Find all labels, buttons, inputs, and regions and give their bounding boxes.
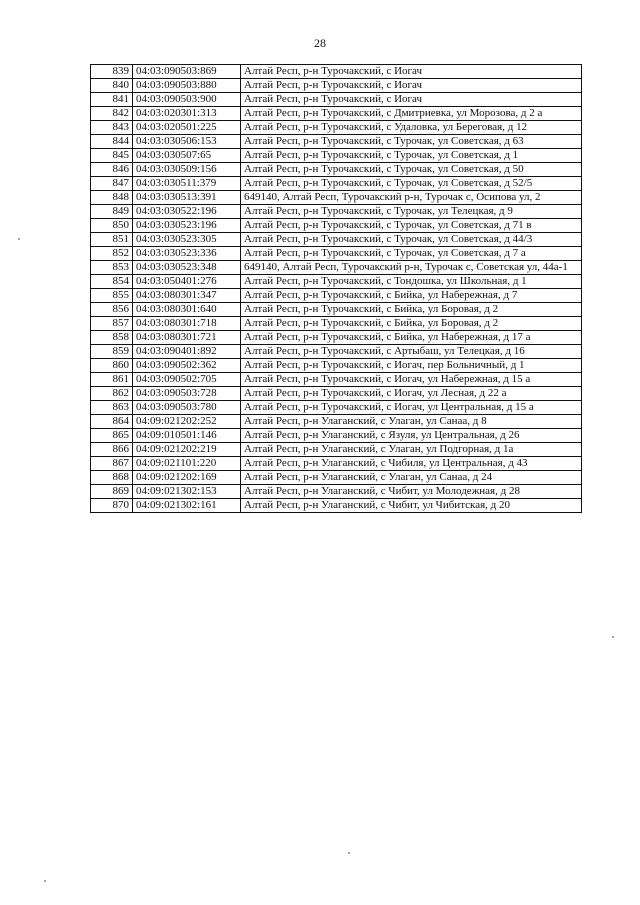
address: Алтай Респ, р-н Турочакский, с Дмитриевка, ул Морозова, д 2 а (241, 107, 582, 121)
address: Алтай Респ, р-н Турочакский, с Иогач, ул Лесная, д 22 а (241, 387, 582, 401)
table-row (91, 261, 582, 275)
table-row (91, 247, 582, 261)
row-number: 865 (91, 429, 133, 443)
table-row (91, 65, 582, 79)
cadastral-number: 04:03:090503:869 (133, 65, 241, 79)
address: 649140, Алтай Респ, Турочакский р-н, Турочак с, Осипова ул, 2 (241, 191, 582, 205)
table-row (91, 219, 582, 233)
row-number: 869 (91, 485, 133, 499)
cadastral-number: 04:03:090502:362 (133, 359, 241, 373)
cadastral-number: 04:09:010501:146 (133, 429, 241, 443)
address: Алтай Респ, р-н Турочакский, с Тондошка, ул Школьная, д 1 (241, 275, 582, 289)
address: Алтай Респ, р-н Турочакский, с Турочак, ул Советская, д 7 а (241, 247, 582, 261)
address: Алтай Респ, р-н Турочакский, с Турочак, ул Советская, д 44/3 (241, 233, 582, 247)
cadastral-number: 04:03:090503:880 (133, 79, 241, 93)
address: Алтай Респ, р-н Турочакский, с Турочак, ул Советская, д 71 в (241, 219, 582, 233)
scan-speck (44, 880, 46, 882)
address: Алтай Респ, р-н Улаганский, с Чибиля, ул Центральная, д 43 (241, 457, 582, 471)
row-number: 859 (91, 345, 133, 359)
cadastral-number: 04:03:080301:347 (133, 289, 241, 303)
table-row (91, 499, 582, 513)
table-row (91, 191, 582, 205)
table-row (91, 443, 582, 457)
table-row (91, 121, 582, 135)
table-row (91, 205, 582, 219)
cadastral-number: 04:03:030522:196 (133, 205, 241, 219)
table-row (91, 233, 582, 247)
table-row (91, 275, 582, 289)
cadastral-number: 04:03:080301:640 (133, 303, 241, 317)
row-number: 852 (91, 247, 133, 261)
cadastral-number: 04:03:030523:305 (133, 233, 241, 247)
address: Алтай Респ, р-н Турочакский, с Иогач, ул Набережная, д 15 а (241, 373, 582, 387)
address: Алтай Респ, р-н Турочакский, с Турочак, ул Телецкая, д 9 (241, 205, 582, 219)
table-row (91, 359, 582, 373)
address: Алтай Респ, р-н Турочакский, с Бийка, ул Набережная, д 17 а (241, 331, 582, 345)
address: Алтай Респ, р-н Турочакский, с Бийка, ул Набережная, д 7 (241, 289, 582, 303)
row-number: 867 (91, 457, 133, 471)
row-number: 847 (91, 177, 133, 191)
table-row (91, 303, 582, 317)
address: Алтай Респ, р-н Улаганский, с Чибит, ул Молодежная, д 28 (241, 485, 582, 499)
row-number: 841 (91, 93, 133, 107)
cadastral-number: 04:03:020501:225 (133, 121, 241, 135)
cadastral-number: 04:09:021202:219 (133, 443, 241, 457)
cadastral-number: 04:09:021302:161 (133, 499, 241, 513)
row-number: 860 (91, 359, 133, 373)
address: Алтай Респ, р-н Улаганский, с Улаган, ул Санаа, д 24 (241, 471, 582, 485)
cadastral-number: 04:03:080301:721 (133, 331, 241, 345)
row-number: 839 (91, 65, 133, 79)
address: Алтай Респ, р-н Турочакский, с Бийка, ул Боровая, д 2 (241, 317, 582, 331)
table-row (91, 149, 582, 163)
address: Алтай Респ, р-н Турочакский, с Турочак, ул Советская, д 63 (241, 135, 582, 149)
table-row (91, 331, 582, 345)
table-row (91, 317, 582, 331)
scan-speck (348, 852, 350, 854)
row-number: 868 (91, 471, 133, 485)
page-number: 28 (314, 36, 326, 50)
cadastral-number: 04:03:030513:391 (133, 191, 241, 205)
address: Алтай Респ, р-н Турочакский, с Турочак, ул Советская, д 52/5 (241, 177, 582, 191)
row-number: 850 (91, 219, 133, 233)
address: Алтай Респ, р-н Турочакский, с Иогач (241, 93, 582, 107)
address: Алтай Респ, р-н Турочакский, с Иогач, ул Центральная, д 15 а (241, 401, 582, 415)
row-number: 863 (91, 401, 133, 415)
table-row (91, 457, 582, 471)
address: 649140, Алтай Респ, Турочакский р-н, Турочак с, Советская ул, 44а-1 (241, 261, 582, 275)
row-number: 858 (91, 331, 133, 345)
table-row (91, 163, 582, 177)
address: Алтай Респ, р-н Турочакский, с Иогач (241, 79, 582, 93)
address: Алтай Респ, р-н Улаганский, с Улаган, ул Подгорная, д 1а (241, 443, 582, 457)
table-row (91, 289, 582, 303)
row-number: 857 (91, 317, 133, 331)
row-number: 856 (91, 303, 133, 317)
row-number: 862 (91, 387, 133, 401)
row-number: 849 (91, 205, 133, 219)
row-number: 851 (91, 233, 133, 247)
row-number: 846 (91, 163, 133, 177)
row-number: 845 (91, 149, 133, 163)
address: Алтай Респ, р-н Турочакский, с Иогач, пер Больничный, д 1 (241, 359, 582, 373)
table-row (91, 79, 582, 93)
row-number: 866 (91, 443, 133, 457)
cadastral-number: 04:03:090502:705 (133, 373, 241, 387)
cadastral-number: 04:03:090503:780 (133, 401, 241, 415)
cadastral-number: 04:03:020301:313 (133, 107, 241, 121)
table-row (91, 373, 582, 387)
row-number: 842 (91, 107, 133, 121)
table-row (91, 177, 582, 191)
row-number: 848 (91, 191, 133, 205)
registry-table-body (91, 65, 582, 513)
row-number: 855 (91, 289, 133, 303)
cadastral-number: 04:03:030523:348 (133, 261, 241, 275)
row-number: 843 (91, 121, 133, 135)
cadastral-number: 04:03:030523:336 (133, 247, 241, 261)
address: Алтай Респ, р-н Турочакский, с Артыбаш, ул Телецкая, д 16 (241, 345, 582, 359)
address: Алтай Респ, р-н Улаганский, с Чибит, ул Чибитская, д 20 (241, 499, 582, 513)
row-number: 853 (91, 261, 133, 275)
row-number: 864 (91, 415, 133, 429)
cadastral-number: 04:03:030511:379 (133, 177, 241, 191)
cadastral-number: 04:03:030523:196 (133, 219, 241, 233)
address: Алтай Респ, р-н Турочакский, с Иогач (241, 65, 582, 79)
address: Алтай Респ, р-н Улаганский, с Улаган, ул Санаа, д 8 (241, 415, 582, 429)
table-row (91, 471, 582, 485)
table-row (91, 387, 582, 401)
cadastral-number: 04:03:050401:276 (133, 275, 241, 289)
table-row (91, 135, 582, 149)
table-row (91, 429, 582, 443)
address: Алтай Респ, р-н Турочакский, с Турочак, ул Советская, д 50 (241, 163, 582, 177)
address: Алтай Респ, р-н Турочакский, с Бийка, ул Боровая, д 2 (241, 303, 582, 317)
table-row (91, 485, 582, 499)
cadastral-number: 04:03:030507:65 (133, 149, 241, 163)
table-row (91, 345, 582, 359)
table-row (91, 107, 582, 121)
registry-table (90, 64, 582, 513)
cadastral-number: 04:03:090401:892 (133, 345, 241, 359)
cadastral-number: 04:09:021101:220 (133, 457, 241, 471)
cadastral-number: 04:03:030506:153 (133, 135, 241, 149)
row-number: 854 (91, 275, 133, 289)
cadastral-number: 04:03:090503:728 (133, 387, 241, 401)
cadastral-number: 04:09:021302:153 (133, 485, 241, 499)
table-row (91, 93, 582, 107)
cadastral-number: 04:03:030509:156 (133, 163, 241, 177)
cadastral-number: 04:03:080301:718 (133, 317, 241, 331)
cadastral-number: 04:09:021202:252 (133, 415, 241, 429)
cadastral-number: 04:03:090503:900 (133, 93, 241, 107)
address: Алтай Респ, р-н Улаганский, с Язуля, ул Центральная, д 26 (241, 429, 582, 443)
address: Алтай Респ, р-н Турочакский, с Турочак, ул Советская, д 1 (241, 149, 582, 163)
scan-speck (612, 636, 614, 638)
row-number: 840 (91, 79, 133, 93)
row-number: 861 (91, 373, 133, 387)
cadastral-number: 04:09:021202:169 (133, 471, 241, 485)
scan-speck (18, 238, 20, 240)
row-number: 844 (91, 135, 133, 149)
address: Алтай Респ, р-н Турочакский, с Удаловка, ул Береговая, д 12 (241, 121, 582, 135)
table-row (91, 415, 582, 429)
row-number: 870 (91, 499, 133, 513)
table-row (91, 401, 582, 415)
